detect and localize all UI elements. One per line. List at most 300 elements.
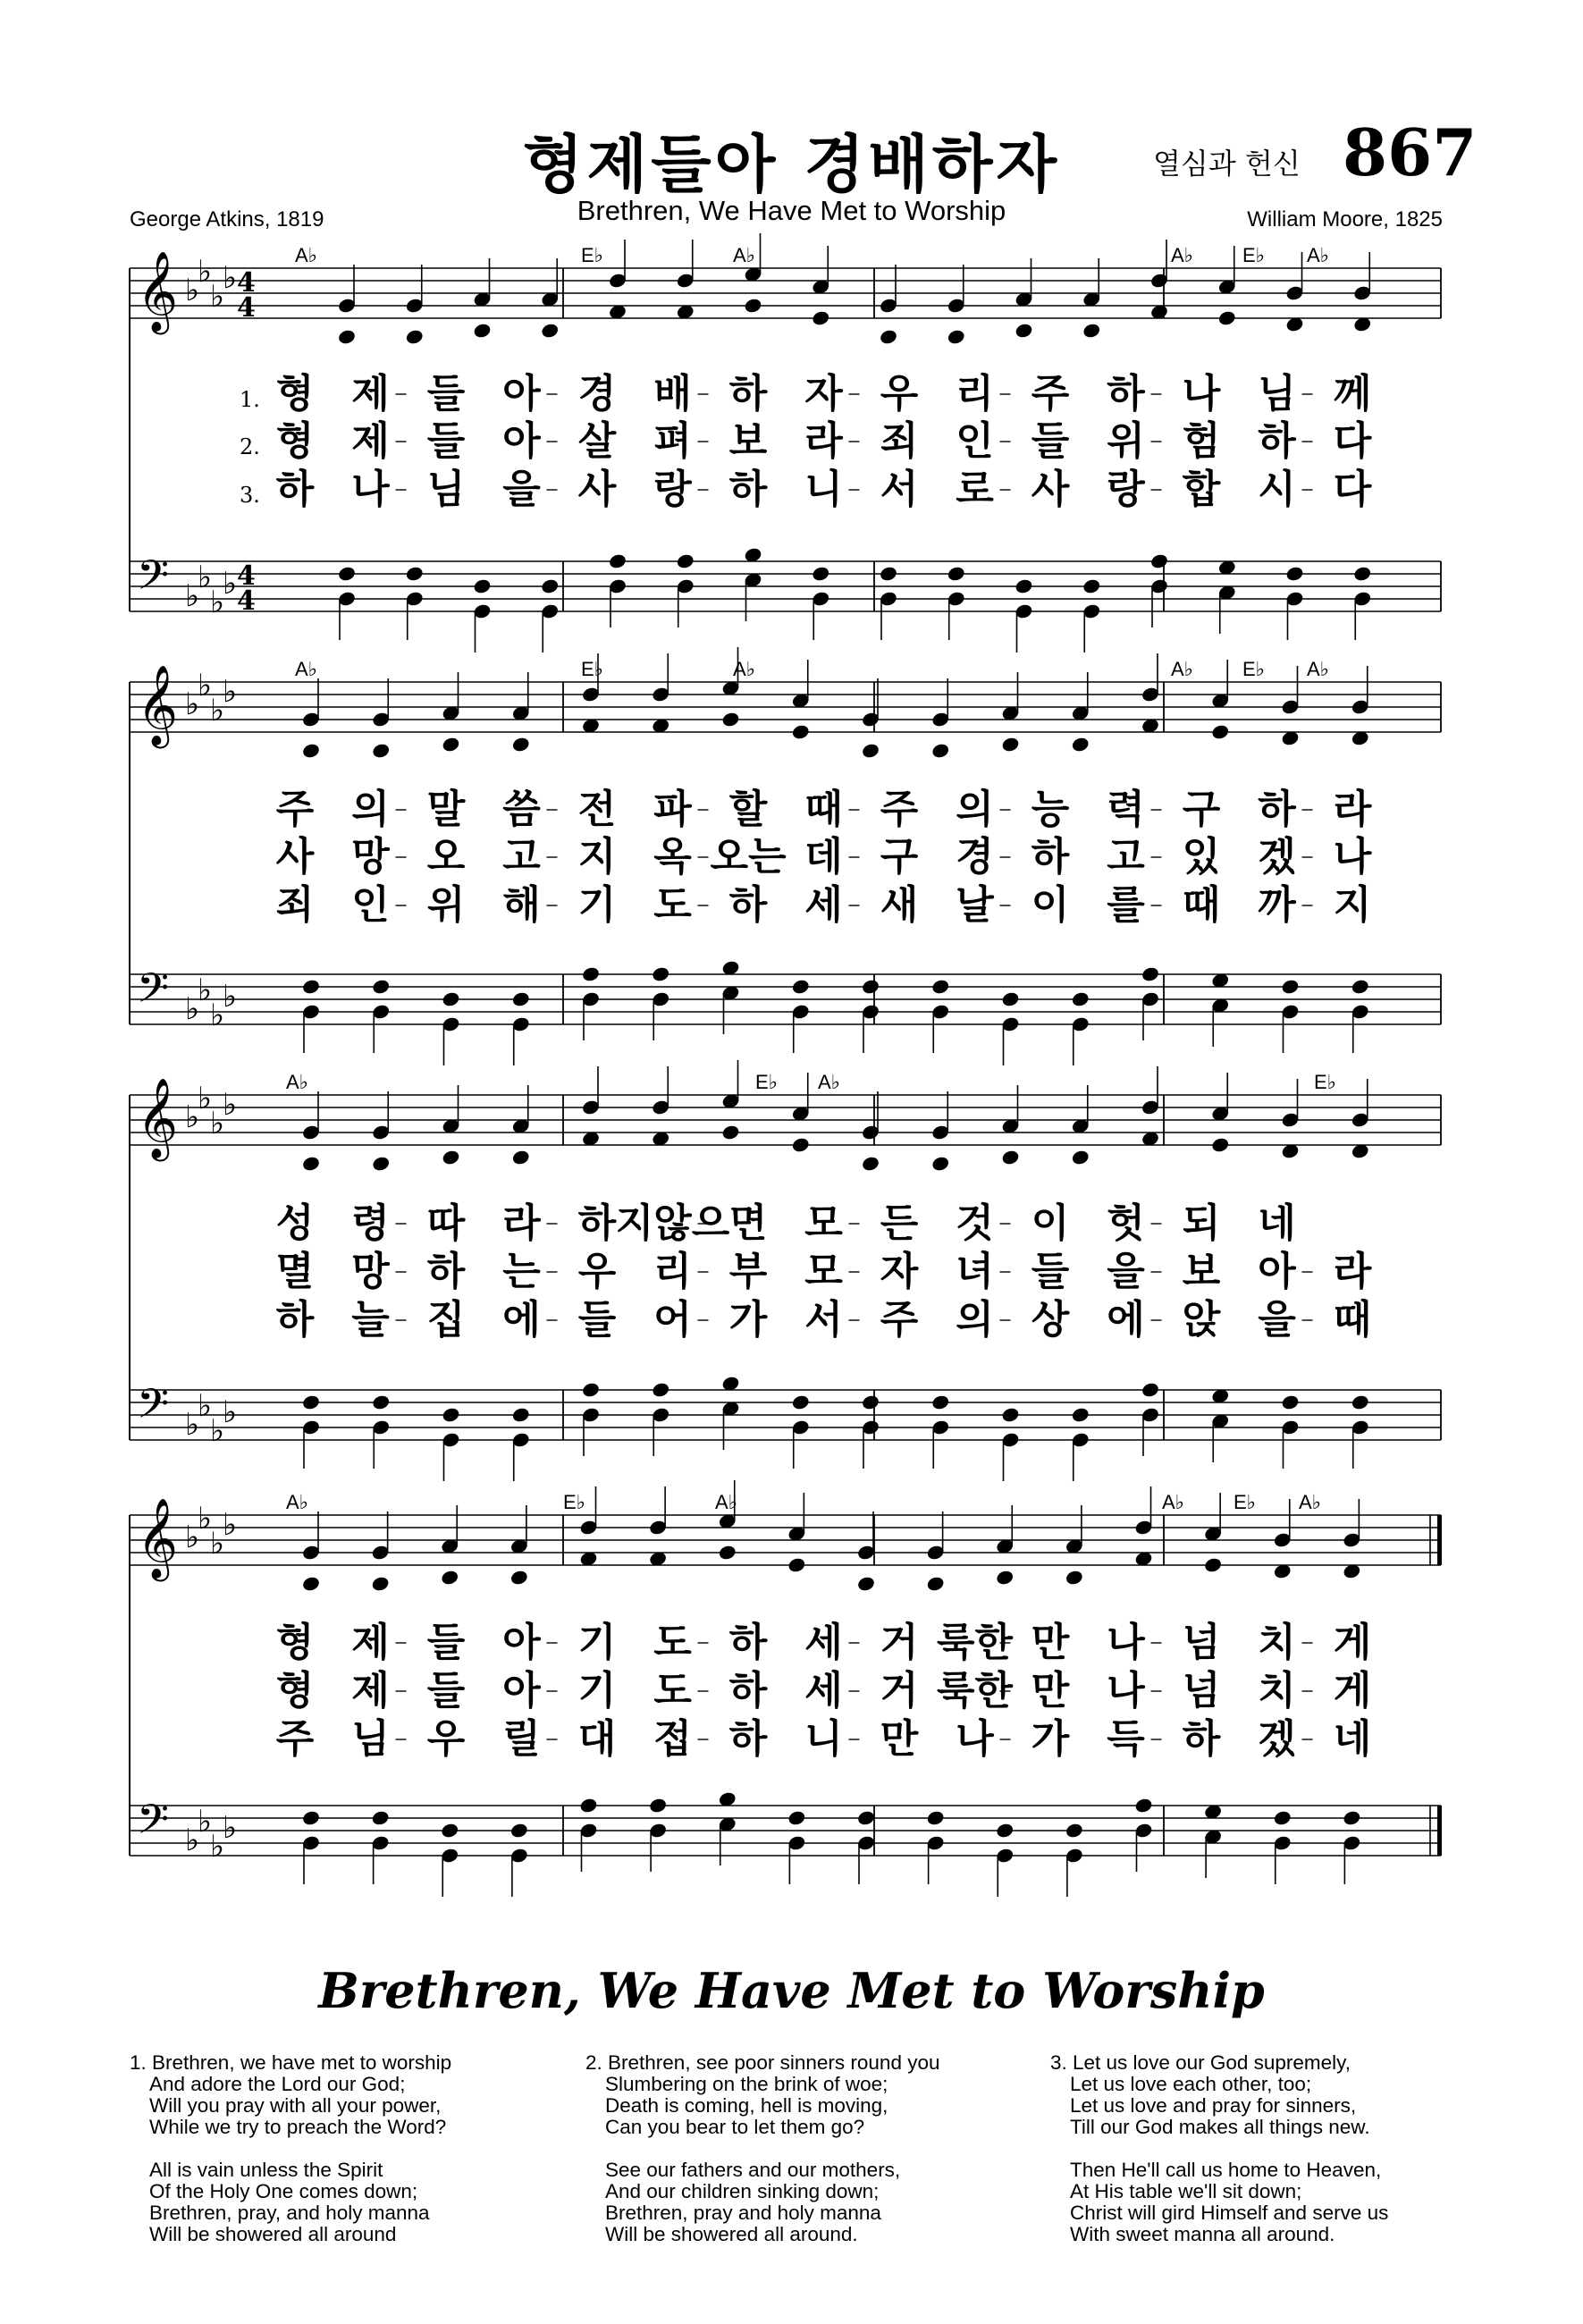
- lyric-syllable: 보: [728, 418, 768, 464]
- lyric-syllable: 게: [1333, 1668, 1372, 1714]
- lyric-syllable: 주: [1031, 371, 1070, 417]
- note-head: [301, 1394, 321, 1410]
- chord-symbol: E♭: [1234, 1491, 1257, 1513]
- lyric-syllable: 상: [1031, 1297, 1070, 1343]
- lyric-syllable: 라: [804, 418, 843, 464]
- lyric-syllable: 리: [956, 371, 994, 417]
- lyric-syllable: 세: [804, 1620, 843, 1665]
- note-head: [1149, 552, 1169, 569]
- note-head: [930, 1155, 950, 1172]
- lyric-syllable: 살: [577, 418, 617, 464]
- lyric-syllable: 에: [502, 1297, 541, 1343]
- note-head: [509, 1569, 529, 1586]
- note-head: [540, 577, 560, 594]
- verse-line: And adore the Lord our God;: [149, 2073, 406, 2095]
- lyric-syllable: 치: [1258, 1620, 1296, 1665]
- verse-line: 1. Brethren, we have met to worship: [130, 2051, 452, 2074]
- lyric-syllable: 든: [880, 1200, 919, 1246]
- lyric-syllable: 들: [1031, 418, 1070, 464]
- flat-icon: ♭: [210, 1829, 225, 1865]
- note-head: [301, 742, 321, 759]
- lyric-syllable: 만: [880, 1716, 919, 1762]
- verse-number: 2.: [240, 434, 260, 459]
- flat-icon: ♭: [198, 1081, 213, 1116]
- lyric-syllable: 집: [426, 1297, 466, 1343]
- verse-line: Then He'll call us home to Heaven,: [1070, 2159, 1382, 2181]
- lyric-syllable: 하: [728, 467, 768, 512]
- note-head: [926, 1809, 946, 1826]
- lyric-syllable: 까: [1258, 882, 1296, 928]
- note-head: [509, 1822, 529, 1839]
- note-head: [930, 978, 950, 995]
- lyric-syllable: 의: [956, 1297, 994, 1343]
- lyric-syllable: 만: [1031, 1668, 1070, 1714]
- note-head: [1141, 1381, 1160, 1398]
- lyric-syllable: 사: [577, 467, 617, 512]
- lyric-syllable: 옥: [653, 834, 692, 880]
- verse-line: And our children sinking down;: [605, 2180, 880, 2202]
- chord-symbol: E♭: [755, 1071, 779, 1093]
- lyric-syllable: 우: [880, 371, 919, 417]
- lyric-syllable: 헛: [1107, 1200, 1145, 1246]
- chord-symbol: A♭: [733, 244, 756, 266]
- lyric-syllable: 거: [880, 1620, 919, 1665]
- note-head: [861, 1394, 880, 1410]
- verse-line: Brethren, pray, and holy manna: [149, 2202, 430, 2224]
- verse-line: Till our God makes all things new.: [1070, 2116, 1370, 2138]
- note-head: [301, 1809, 321, 1826]
- flat-icon: ♭: [185, 1520, 200, 1555]
- hymn-category: 열심과 헌신: [1153, 147, 1301, 181]
- lyric-syllable: 가: [1031, 1716, 1070, 1762]
- lyric-syllable: 보: [1182, 1249, 1221, 1294]
- lyric-syllable: 도: [653, 1668, 692, 1714]
- lyric-syllable: 네: [1258, 1200, 1296, 1246]
- lyric-syllable: 라: [1333, 1249, 1372, 1294]
- lyric-syllable: 제: [351, 418, 390, 464]
- lyric-syllable: 다: [1333, 418, 1372, 464]
- lyric-syllable: 고: [502, 834, 541, 880]
- lyric-syllable: 겠: [1258, 1716, 1296, 1762]
- verse-line: All is vain unless the Spirit: [149, 2159, 383, 2181]
- note-head: [440, 1569, 459, 1586]
- time-signature: 4: [237, 267, 256, 299]
- lyric-syllable: 능: [1031, 787, 1070, 832]
- lyric-syllable: 하: [275, 1297, 315, 1343]
- lyric-syllable: 다: [1333, 467, 1372, 512]
- chord-symbol: E♭: [1314, 1071, 1337, 1093]
- note-head: [511, 1149, 531, 1166]
- note-head: [1285, 565, 1305, 582]
- note-head: [791, 1136, 811, 1153]
- flat-icon: ♭: [198, 1804, 213, 1840]
- flat-icon: ♭: [210, 1106, 225, 1141]
- note-head: [511, 736, 531, 753]
- lyric-syllable: 대: [577, 1716, 617, 1762]
- chord-symbol: E♭: [581, 244, 604, 266]
- note-head: [301, 978, 321, 995]
- note-head: [581, 965, 601, 982]
- chord-symbol: A♭: [818, 1071, 841, 1093]
- lyric-syllable: 니: [804, 1716, 843, 1762]
- note-head: [337, 328, 357, 345]
- note-head: [1281, 978, 1301, 995]
- lyric-syllable: 부: [728, 1249, 768, 1294]
- lyric-syllable: 을: [1107, 1249, 1145, 1294]
- lyric-syllable: 나: [1333, 834, 1372, 880]
- lyric-syllable: 형: [275, 1620, 315, 1665]
- lyric-syllable: 해: [502, 882, 541, 928]
- lyric-syllable: 만: [1031, 1620, 1070, 1665]
- note-head: [721, 1124, 741, 1141]
- note-head: [1203, 1556, 1223, 1573]
- lyric-syllable: 랑: [1107, 467, 1145, 512]
- lyric-syllable: 인: [956, 418, 994, 464]
- lyric-syllable: 력: [1107, 787, 1145, 832]
- lyric-syllable: 이: [1031, 1200, 1070, 1246]
- lyric-syllable: 도: [653, 882, 692, 928]
- note-head: [371, 1155, 391, 1172]
- lyric-syllable: 앉: [1182, 1297, 1221, 1343]
- verse-line: Will you pray with all your power,: [149, 2094, 442, 2117]
- note-head: [1352, 565, 1372, 582]
- treble-clef-icon: 𝄞: [137, 665, 179, 745]
- lyric-syllable: 씀: [502, 787, 541, 832]
- note-head: [856, 1809, 876, 1826]
- note-head: [540, 322, 560, 339]
- lyric-syllable: 제: [351, 1620, 390, 1665]
- note-head: [1281, 1394, 1301, 1410]
- lyric-syllable: 자: [804, 371, 843, 417]
- verse-line: Brethren, pray and holy manna: [605, 2202, 881, 2224]
- lyric-syllable: 구: [1182, 787, 1221, 832]
- lyric-syllable: 고: [1107, 834, 1145, 880]
- note-head: [1071, 990, 1090, 1007]
- flat-icon: ♭: [198, 1501, 213, 1537]
- chord-symbol: E♭: [1242, 244, 1266, 266]
- time-signature: 4: [237, 292, 256, 324]
- lyric-syllable: 치: [1258, 1668, 1296, 1714]
- note-head: [442, 736, 461, 753]
- verse-line: Of the Holy One comes down;: [149, 2180, 418, 2202]
- flat-icon: ♭: [223, 1394, 238, 1430]
- lyric-syllable: 님: [1258, 371, 1296, 417]
- verse-line: Christ will gird Himself and serve us: [1070, 2202, 1389, 2224]
- note-head: [473, 577, 493, 594]
- lyric-syllable: 들: [426, 1620, 466, 1665]
- lyric-syllable: 령: [351, 1200, 390, 1246]
- note-head: [1351, 1394, 1370, 1410]
- note-head: [861, 978, 880, 995]
- bass-clef-icon: 𝄢: [137, 552, 170, 610]
- lyric-syllable: 오: [426, 834, 466, 880]
- note-head: [1343, 1809, 1362, 1826]
- flat-icon: ♭: [223, 1087, 238, 1123]
- note-head: [947, 328, 966, 345]
- note-head: [676, 552, 695, 569]
- lyric-syllable: 들: [426, 418, 466, 464]
- lyric-syllable: 날: [956, 882, 994, 928]
- flat-icon: ♭: [198, 560, 213, 595]
- music-credit: William Moore, 1825: [1247, 207, 1443, 232]
- lyric-syllable: 라: [502, 1200, 541, 1246]
- note-head: [1210, 1136, 1230, 1153]
- lyric-syllable: 하: [728, 1620, 768, 1665]
- flat-icon: ♭: [198, 1388, 213, 1424]
- lyric-syllable: 넘: [1182, 1668, 1221, 1714]
- lyric-syllable: 자: [880, 1249, 919, 1294]
- lyric-syllable: 넘: [1182, 1620, 1221, 1665]
- verse-number: 3.: [240, 483, 260, 508]
- verse-line: With sweet manna all around.: [1070, 2223, 1335, 2245]
- chord-symbol: A♭: [1307, 658, 1330, 680]
- chord-symbol: A♭: [295, 658, 318, 680]
- verse-line: Can you bear to let them go?: [605, 2116, 865, 2138]
- chord-symbol: A♭: [1299, 1491, 1322, 1513]
- verse-line: Slumbering on the brink of woe;: [605, 2073, 888, 2095]
- chord-symbol: A♭: [733, 658, 756, 680]
- note-head: [371, 1809, 391, 1826]
- lyric-syllable: 때: [1182, 882, 1221, 928]
- bass-clef-icon: 𝄢: [137, 1380, 170, 1438]
- note-head: [861, 742, 880, 759]
- lyric-syllable: 성: [275, 1200, 315, 1246]
- lyric-syllable: 지: [1333, 882, 1372, 928]
- note-head: [1082, 577, 1101, 594]
- note-head: [371, 1575, 391, 1592]
- flat-icon: ♭: [223, 979, 238, 1015]
- note-head: [879, 565, 898, 582]
- note-head: [511, 1406, 531, 1423]
- lyric-syllable: 형: [275, 1668, 315, 1714]
- note-head: [1134, 1797, 1154, 1814]
- note-head: [405, 565, 425, 582]
- note-head: [811, 309, 830, 326]
- note-head: [1001, 1149, 1021, 1166]
- note-head: [473, 322, 493, 339]
- note-head: [930, 1394, 950, 1410]
- verse-line: While we try to preach the Word?: [149, 2116, 447, 2138]
- lyric-syllable: 하: [1107, 371, 1145, 417]
- flat-icon: ♭: [223, 674, 238, 710]
- note-head: [861, 1155, 880, 1172]
- lyric-syllable: 게: [1333, 1620, 1372, 1665]
- flat-icon: ♭: [198, 668, 213, 703]
- note-head: [995, 1822, 1015, 1839]
- lyric-syllable: 제: [351, 371, 390, 417]
- lyric-syllable: 를: [1107, 882, 1145, 928]
- chord-symbol: A♭: [286, 1071, 309, 1093]
- lyric-syllable: 하: [275, 467, 315, 512]
- lyric-syllable: 리: [653, 1249, 692, 1294]
- lyric-syllable: 기: [577, 1668, 617, 1714]
- lyric-syllable: 죄: [880, 418, 919, 464]
- lyric-syllable: 것: [956, 1200, 994, 1246]
- lyric-syllable: 모: [804, 1200, 843, 1246]
- lyric-syllable: 들: [426, 1668, 466, 1714]
- final-barline: [1437, 1806, 1442, 1856]
- lyric-syllable: 형: [275, 418, 315, 464]
- lyric-syllable: 위: [1107, 418, 1145, 464]
- lyric-syllable: 제: [351, 1668, 390, 1714]
- lyric-syllable: 경: [956, 834, 994, 880]
- lyric-syllable: 들: [1031, 1249, 1070, 1294]
- lyric-syllable: 할: [728, 787, 768, 832]
- lyric-syllable: 어: [653, 1297, 692, 1343]
- note-head: [1015, 322, 1034, 339]
- note-head: [926, 1575, 946, 1592]
- note-head: [1001, 1406, 1021, 1423]
- note-head: [1065, 1822, 1084, 1839]
- lyric-syllable: 나: [351, 467, 390, 512]
- note-head: [440, 1822, 459, 1839]
- flat-icon: ♭: [223, 260, 238, 296]
- lyric-syllable: 하: [728, 1716, 768, 1762]
- lyric-syllable: 하: [1182, 1716, 1221, 1762]
- note-head: [442, 1406, 461, 1423]
- flat-icon: ♭: [210, 279, 225, 315]
- note-head: [301, 1155, 321, 1172]
- lyric-syllable: 의: [351, 787, 390, 832]
- lyric-syllable: 되: [1182, 1200, 1221, 1246]
- lyric-syllable: 들: [426, 371, 466, 417]
- lyric-syllable: 나: [1182, 371, 1221, 417]
- note-head: [947, 565, 966, 582]
- note-head: [405, 328, 425, 345]
- lyric-syllable: 모: [804, 1249, 843, 1294]
- note-head: [787, 1556, 807, 1573]
- note-head: [608, 552, 627, 569]
- flat-icon: ♭: [185, 273, 200, 308]
- lyric-syllable: 배: [653, 371, 692, 417]
- lyric-syllable: 하: [426, 1249, 466, 1294]
- note-head: [1065, 1569, 1084, 1586]
- flat-icon: ♭: [210, 998, 225, 1033]
- lyric-syllable: 아: [502, 418, 541, 464]
- flat-icon: ♭: [223, 1507, 238, 1543]
- lyric-syllable: 릴: [502, 1716, 541, 1762]
- time-signature: 4: [237, 560, 256, 592]
- note-head: [371, 1394, 391, 1410]
- hymn-title: 형제들아 경배하자: [522, 127, 1061, 201]
- note-head: [1217, 309, 1237, 326]
- lyric-syllable: 합: [1182, 467, 1221, 512]
- note-head: [1273, 1809, 1293, 1826]
- note-head: [791, 1394, 811, 1410]
- note-head: [442, 1149, 461, 1166]
- note-head: [1001, 736, 1021, 753]
- lyric-syllable: 주: [880, 1297, 919, 1343]
- lyric-syllable: 을: [502, 467, 541, 512]
- lyric-syllable: 아: [502, 1668, 541, 1714]
- lyric-syllable: 나: [956, 1716, 994, 1762]
- lyric-syllable: 께: [1333, 371, 1372, 417]
- note-head: [337, 565, 357, 582]
- bass-clef-icon: 𝄢: [137, 964, 170, 1023]
- lyric-syllable: 님: [426, 467, 466, 512]
- verse-number: 1.: [240, 387, 260, 412]
- time-signature: 4: [237, 585, 256, 617]
- verse-line: See our fathers and our mothers,: [605, 2159, 901, 2181]
- lyric-syllable: 서: [804, 1297, 843, 1343]
- note-head: [581, 1381, 601, 1398]
- lyric-syllable: 면: [728, 1200, 768, 1246]
- lyric-syllable: 의: [956, 787, 994, 832]
- lyric-syllable: 하: [728, 371, 768, 417]
- lyric-syllable: 형: [275, 371, 315, 417]
- lyric-syllable: 들: [577, 1297, 617, 1343]
- chord-symbol: A♭: [1162, 1491, 1185, 1513]
- flat-icon: ♭: [210, 693, 225, 728]
- lyric-syllable: 을: [1258, 1297, 1296, 1343]
- note-head: [1071, 1149, 1090, 1166]
- note-head: [1082, 322, 1101, 339]
- note-head: [648, 1797, 668, 1814]
- lyric-syllable: 데: [804, 834, 843, 880]
- lyric-syllable: 험: [1182, 418, 1221, 464]
- lyric-syllable: 랑: [653, 467, 692, 512]
- note-head: [651, 1381, 670, 1398]
- lyric-syllable: 경: [577, 371, 617, 417]
- flat-icon: ♭: [185, 1407, 200, 1443]
- note-head: [811, 565, 830, 582]
- lyric-syllable: 룩한: [936, 1668, 1014, 1714]
- lyric-syllable: 라: [1333, 787, 1372, 832]
- note-head: [787, 1809, 807, 1826]
- verse-line: Will be showered all around.: [605, 2223, 858, 2245]
- lyric-syllable: 아: [1258, 1249, 1296, 1294]
- flat-icon: ♭: [185, 686, 200, 722]
- lyric-syllable: 룩한: [936, 1620, 1014, 1665]
- flat-icon: ♭: [223, 1810, 238, 1846]
- note-head: [1071, 736, 1090, 753]
- lyric-syllable: 기: [577, 882, 617, 928]
- lyric-syllable: 아: [502, 371, 541, 417]
- english-verse-1: [130, 2052, 451, 2245]
- note-head: [579, 1797, 599, 1814]
- lyric-syllable: 지: [577, 834, 617, 880]
- lyric-syllable: 말: [426, 787, 466, 832]
- final-barline: [1437, 1515, 1442, 1565]
- note-head: [718, 1544, 737, 1561]
- note-head: [651, 965, 670, 982]
- lyric-syllable: 나: [1107, 1668, 1145, 1714]
- lyric-syllable: 녀: [956, 1249, 994, 1294]
- lyric-syllable: 접: [653, 1716, 692, 1762]
- lyric-syllable: 인: [351, 882, 390, 928]
- lyric-syllable: 사: [1031, 467, 1070, 512]
- lyric-syllable: 새: [880, 882, 919, 928]
- lyric-syllable: 우: [577, 1249, 617, 1294]
- lyric-syllable: 전: [577, 787, 617, 832]
- lyric-syllable: 거: [880, 1668, 919, 1714]
- treble-clef-icon: 𝄞: [137, 1498, 179, 1579]
- lyric-syllable: 님: [351, 1716, 390, 1762]
- lyric-syllable: 하: [577, 1200, 617, 1246]
- hymn-subtitle: Brethren, We Have Met to Worship: [577, 195, 1006, 226]
- flat-icon: ♭: [210, 585, 225, 620]
- lyric-syllable: 때: [1333, 1297, 1372, 1343]
- note-head: [930, 742, 950, 759]
- lyric-syllable: 있: [1182, 834, 1221, 880]
- lyric-syllable: 파: [653, 787, 692, 832]
- flat-icon: ♭: [185, 1099, 200, 1135]
- lyric-syllable: 죄: [275, 882, 315, 928]
- chord-symbol: A♭: [286, 1491, 309, 1513]
- lyric-syllable: 서: [880, 467, 919, 512]
- note-head: [1001, 990, 1021, 1007]
- english-title: Brethren, We Have Met to Worship: [318, 1962, 1265, 2019]
